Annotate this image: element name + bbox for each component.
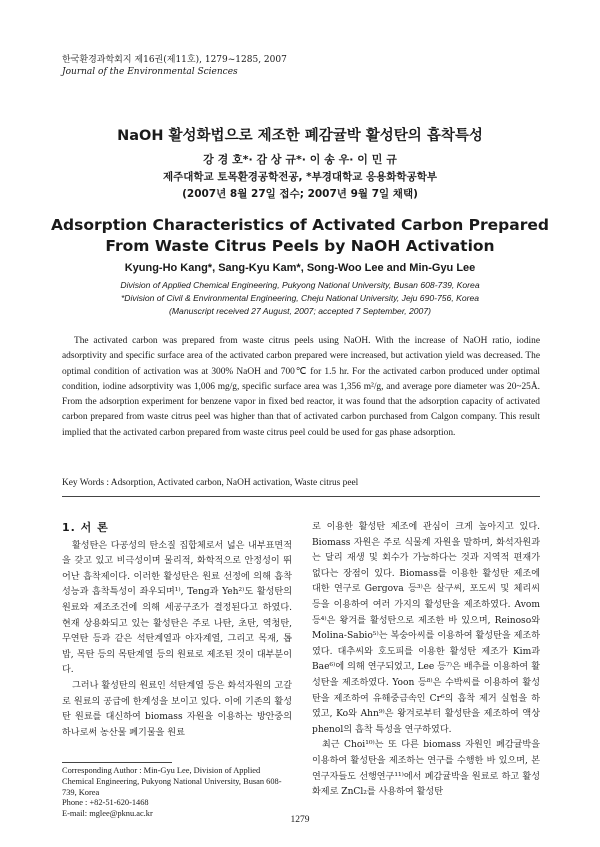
right-column	[312, 520, 540, 801]
corresponding-author-note	[62, 766, 294, 820]
journal-name: Journal of the Environmental Sciences	[62, 67, 238, 77]
journal-volume-line: 한국환경과학회지 제16권(제11호), 1279~1285, 2007	[62, 55, 287, 65]
english-title	[0, 215, 600, 257]
korean-title: NaOH 활성화법으로 제조한 폐감귤박 활성탄의 흡착특성	[117, 128, 483, 144]
corresponding-author: Corresponding Author : Min-Gyu Lee, Division of Applied Chemical Engineering, Pukyong National University, Busan 608-739, Korea	[62, 766, 282, 797]
english-dates: (Manuscript received 27 August, 2007; accepted 7 September, 2007)	[169, 306, 431, 316]
author-phone: Phone : +82-51-620-1468	[62, 798, 149, 808]
korean-dates: (2007년 8월 27일 접수; 2007년 9월 7일 채택)	[182, 188, 418, 200]
english-title-line-2: From Waste Citrus Peels by NaOH Activation	[105, 237, 495, 255]
section-title: 1. 서 론	[62, 521, 109, 534]
section-divider	[62, 496, 540, 497]
left-paragraph-2: 그러나 활성탄의 원료인 석탄계열 등은 화석자원의 고갈로 원료의 공급에 한계성을 보이고 있다. 이에 기존의 활성탄 원료를 대신하여 biomass 자원을 이용하는 방안중의 하나로써 농산물 폐기물을 원료	[62, 680, 292, 738]
english-affiliation-1: Division of Applied Chemical Engineering, Pukyong National University, Busan 608-739, Korea	[120, 280, 480, 290]
abstract: The activated carbon was prepared from waste citrus peels using NaOH. With the increase of NaOH ratio, iodine adsorptivity and specific surface area of the activated carbon prepared were increased, but activation yield was decreased. The optimal condition of activation was at 300% NaOH and 700℃ for 1.5 hr. For the activated carbon produced under optimal condition, iodine adsorptivity was 1,006 mg/g, specific surface area was 1,356 m²/g, and average pore diameter was 20~25Å. From the adsorption experiment for benzene vapor in fixed bed reactor, it was found that the adsorption capacity of activated carbon prepared from waste citrus peel was higher than that of activated carbon purchased from Calgon company. This result implied that the activated carbon prepared from waste citrus peel could be used for gas phase adsorption.	[62, 336, 540, 438]
english-authors: Kyung-Ho Kang*, Sang-Kyu Kam*, Song-Woo Lee and Min-Gyu Lee	[124, 262, 476, 274]
left-column	[62, 520, 292, 741]
keywords: Key Words : Adsorption, Activated carbon, NaOH activation, Waste citrus peel	[62, 478, 359, 488]
left-paragraph-1: 활성탄은 다공성의 탄소질 집합체로서 넓은 내부표면적을 갖고 있고 비극성이며 물리적, 화학적으로 안정성이 뛰어난 흡착제이다. 이러한 활성탄은 원료 선정에 의해 흡착성능과 흡착특성이 좌우되며¹⁾, Teng과 Yeh²⁾도 활성탄의 원료와 제조조건에 의해 세공구조가 결정된다고 하였다. 현재 상용화되고 있는 활성탄은 주로 나탄, 초탄, 역청탄, 무연탄 등과 같은 석탄계열과 야자계열, 그리고 목재, 톱밥, 목탄 등의 목탄계열 등의 원료로 제조된 것이 대부분이다.	[62, 540, 292, 676]
right-paragraph-2: 최근 Choi¹⁰⁾는 또 다른 biomass 자원인 폐감귤박을 이용하여 활성탄을 제조하는 연구를 수행한 바 있으며, 본 연구자들도 선행연구¹¹⁾에서 폐감귤박을 원료로 하고 활성화제로 ZnCl₂를 사용하여 활성탄	[312, 740, 540, 798]
right-paragraph-1: 로 이용한 활성탄 제조에 관심이 크게 높아지고 있다. Biomass 자원은 주로 식물계 자원을 말하며, 화석자원과는 달리 재생 및 회수가 가능하다는 것과 지역적 편재가 없다는 장점이 있다. Biomass를 이용한 활성탄 제조에 대한 연구로 Gergova 등³⁾은 살구씨, 포도씨 및 체리씨 등을 이용하여 여러 가지의 활성탄을 제조하였다. Avom 등⁴⁾은 왕겨를 활성탄으로 제조한 바 있으며, Reinoso와 Molina-Sabio⁵⁾는 복숭아씨를 이용하여 활성탄을 제조하였다. 대추씨와 호도피를 이용한 활성탄 제조가 Kim과 Bae⁶⁾에 의해 연구되었고, Lee 등⁷⁾은 배추를 이용하여 활성탄을 제조하였다. Yoon 등⁸⁾은 수박씨를 이용하여 활성탄을 제조하여 유해중금속인 Cr⁶의 흡착 제거 실험을 하였고, Ko와 Ahn⁹⁾은 왕겨로부터 활성탄을 제조하여 액상 phenol의 흡착 특성을 연구하였다.	[312, 522, 540, 735]
korean-authors: 강 경 호*· 감 상 규*· 이 송 우· 이 민 규	[203, 153, 397, 166]
footnote-divider	[62, 762, 172, 763]
korean-affiliation: 제주대학교 토목환경공학전공, *부경대학교 응용화학공학부	[162, 171, 438, 183]
page-number: 1279	[290, 815, 310, 825]
english-affiliation-2: *Division of Civil & Environmental Engineering, Cheju National University, Jeju 690-756, Korea	[120, 293, 480, 303]
author-email: E-mail: mglee@pknu.ac.kr	[62, 809, 153, 819]
english-title-line-1: Adsorption Characteristics of Activated Carbon Prepared	[51, 216, 549, 234]
